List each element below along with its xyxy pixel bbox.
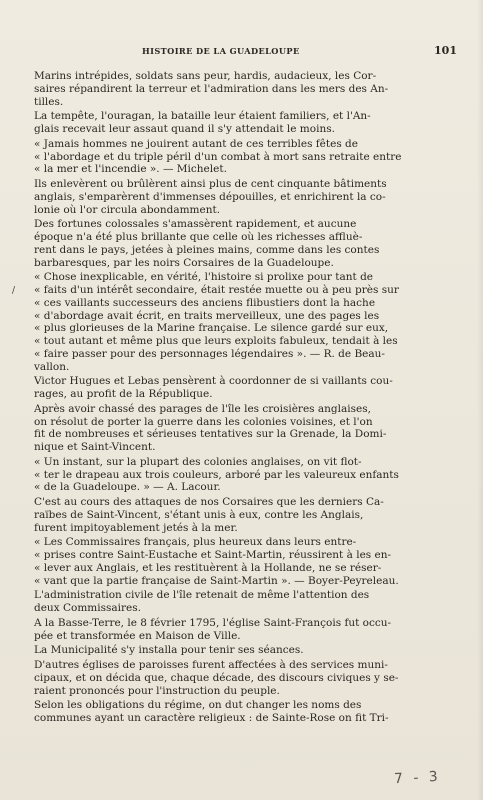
- text-line: raient prononcés pour l'instruction du peuple.: [34, 684, 280, 697]
- text-line: « faits d'un intérêt secondaire, était restée muette ou à peu près sur: [34, 284, 399, 296]
- text-line: « lever aux Anglais, et les restituèrent à la Hollande, ne se réser-: [34, 561, 382, 574]
- text-line: communes ayant un caractère religieux : de Sainte-Rose on fit Tri-: [34, 712, 389, 724]
- text-line: pée et transformée en Maison de Ville.: [34, 629, 241, 642]
- paragraph: [34, 536, 451, 587]
- text-line: « l'abordage et du triple péril d'un combat à mort sans retraite entre: [34, 150, 402, 163]
- paragraph: [34, 70, 451, 108]
- text-line: D'autres églises de paroisses furent affectées à des services muni-: [34, 659, 388, 671]
- text-line: « ces vaillants successeurs des anciens flibustiers dont la hache: [34, 296, 376, 309]
- text-line: L'administration civile de l'île retenait de même l'attention des: [34, 589, 370, 602]
- text-line: « Un instant, sur la plupart des colonies anglaises, on vit flot-: [34, 455, 362, 468]
- text-line: furent impitoyablement jetés à la mer.: [34, 521, 238, 534]
- text-line: anglais, s'emparèrent d'immenses dépouilles, et enrichirent la co-: [34, 190, 386, 203]
- text-line: époque n'a été plus brillante que celle où les richesses affluè-: [34, 231, 363, 243]
- text-line: « Chose inexplicable, en vérité, l'histoire si prolixe pour tant de: [34, 271, 374, 284]
- text-line: rages, au profit de la République.: [34, 388, 213, 400]
- body-text: [34, 70, 451, 727]
- text-line: « d'abordage avait écrit, en traits merveilleux, une des pages les: [34, 309, 380, 322]
- text-line: fit de nombreuses et sérieuses tentatives sur la Grenade, la Domi-: [34, 428, 387, 441]
- text-line: La Municipalité s'y installa pour tenir ses séances.: [34, 644, 304, 657]
- text-line: Marins intrépides, soldats sans peur, hardis, audacieux, les Cor-: [34, 70, 377, 82]
- text-line: barbaresques, par les noirs Corsaires de la Guadeloupe.: [34, 256, 334, 269]
- paragraph: [34, 699, 451, 725]
- text-line: on résolut de porter la guerre dans les colonies voisines, et l'on: [34, 415, 373, 428]
- paragraph: [34, 218, 451, 269]
- text-line: « de la Guadeloupe. » — A. Lacour.: [34, 481, 221, 494]
- text-line: C'est au cours des attaques de nos Corsaires que les derniers Ca-: [34, 496, 384, 508]
- page-number: 101: [434, 44, 457, 57]
- text-line: raïbes de Saint-Vincent, s'étant unis à eux, contre les Anglais,: [34, 508, 364, 521]
- text-line: lonie où l'or circula abondamment.: [34, 203, 221, 216]
- page-header: [32, 44, 457, 58]
- paragraph: [34, 110, 451, 136]
- text-line: Des fortunes colossales s'amassèrent rapidement, et aucune: [34, 218, 357, 231]
- text-line: « ter le drapeau aux trois couleurs, arboré par les valeureux enfants: [34, 468, 399, 481]
- margin-pencil-mark: /: [12, 286, 16, 296]
- text-line: Selon les obligations du régime, on dut changer les noms des: [34, 699, 362, 712]
- text-line: rent dans le pays, jetées à pleines mains, comme dans les contes: [34, 243, 380, 256]
- paragraph: [34, 617, 451, 643]
- paragraph: [34, 271, 451, 373]
- paragraph: [34, 375, 451, 401]
- running-title: HISTOIRE DE LA GUADELOUPE: [142, 46, 300, 56]
- paragraph: [34, 496, 451, 534]
- text-line: deux Commissaires.: [34, 602, 141, 614]
- text-line: Ils enlevèrent ou brûlèrent ainsi plus de cent cinquante bâtiments: [34, 178, 387, 190]
- text-line: « vant que la partie française de Saint-Martin ». — Boyer-Peyreleau.: [34, 574, 399, 587]
- text-line: « prises contre Saint-Eustache et Saint-Martin, réussirent à les en-: [34, 549, 392, 561]
- text-line: « Les Commissaires français, plus heureux dans leurs entre-: [34, 536, 357, 549]
- paragraph: [34, 644, 451, 657]
- text-line: cipaux, et on décida que, chaque décade, des discours civiques y se-: [34, 671, 399, 684]
- text-line: « la mer et l'incendie ». — Michelet.: [34, 163, 227, 176]
- text-line: La tempête, l'ouragan, la bataille leur étaient familiers, et l'An-: [34, 110, 371, 123]
- text-line: Après avoir chassé des parages de l'île les croisières anglaises,: [34, 402, 371, 415]
- text-line: saires répandirent la terreur et l'admiration dans les mers des An-: [34, 82, 389, 95]
- text-line: tilles.: [34, 95, 64, 108]
- paragraph: [34, 589, 451, 615]
- text-line: « Jamais hommes ne jouirent autant de ces terribles fêtes de: [34, 137, 358, 150]
- handwritten-note: 7 - 3: [393, 768, 442, 788]
- paragraph: [34, 659, 451, 697]
- text-line: « plus glorieuses de la Marine française. Le silence gardé sur eux,: [34, 322, 389, 335]
- paragraph: [34, 178, 451, 216]
- text-line: « faire passer pour des personnages légendaires ». — R. de Beau-: [34, 347, 385, 360]
- text-line: vallon.: [34, 360, 70, 373]
- paragraph: [34, 138, 451, 176]
- page-edge-shadow: [477, 0, 483, 800]
- text-line: glais recevait leur assaut quand il s'y attendait le moins.: [34, 123, 335, 135]
- paragraph: [34, 456, 451, 494]
- text-line: « tout autant et même plus que leurs exploits fabuleux, tendait à les: [34, 335, 398, 347]
- text-line: A la Basse-Terre, le 8 février 1795, l'église Saint-François fut occu-: [34, 616, 392, 629]
- paragraph: [34, 403, 451, 454]
- text-line: Victor Hugues et Lebas pensèrent à coordonner de si vaillants cou-: [34, 375, 393, 388]
- text-line: nique et Saint-Vincent.: [34, 441, 156, 453]
